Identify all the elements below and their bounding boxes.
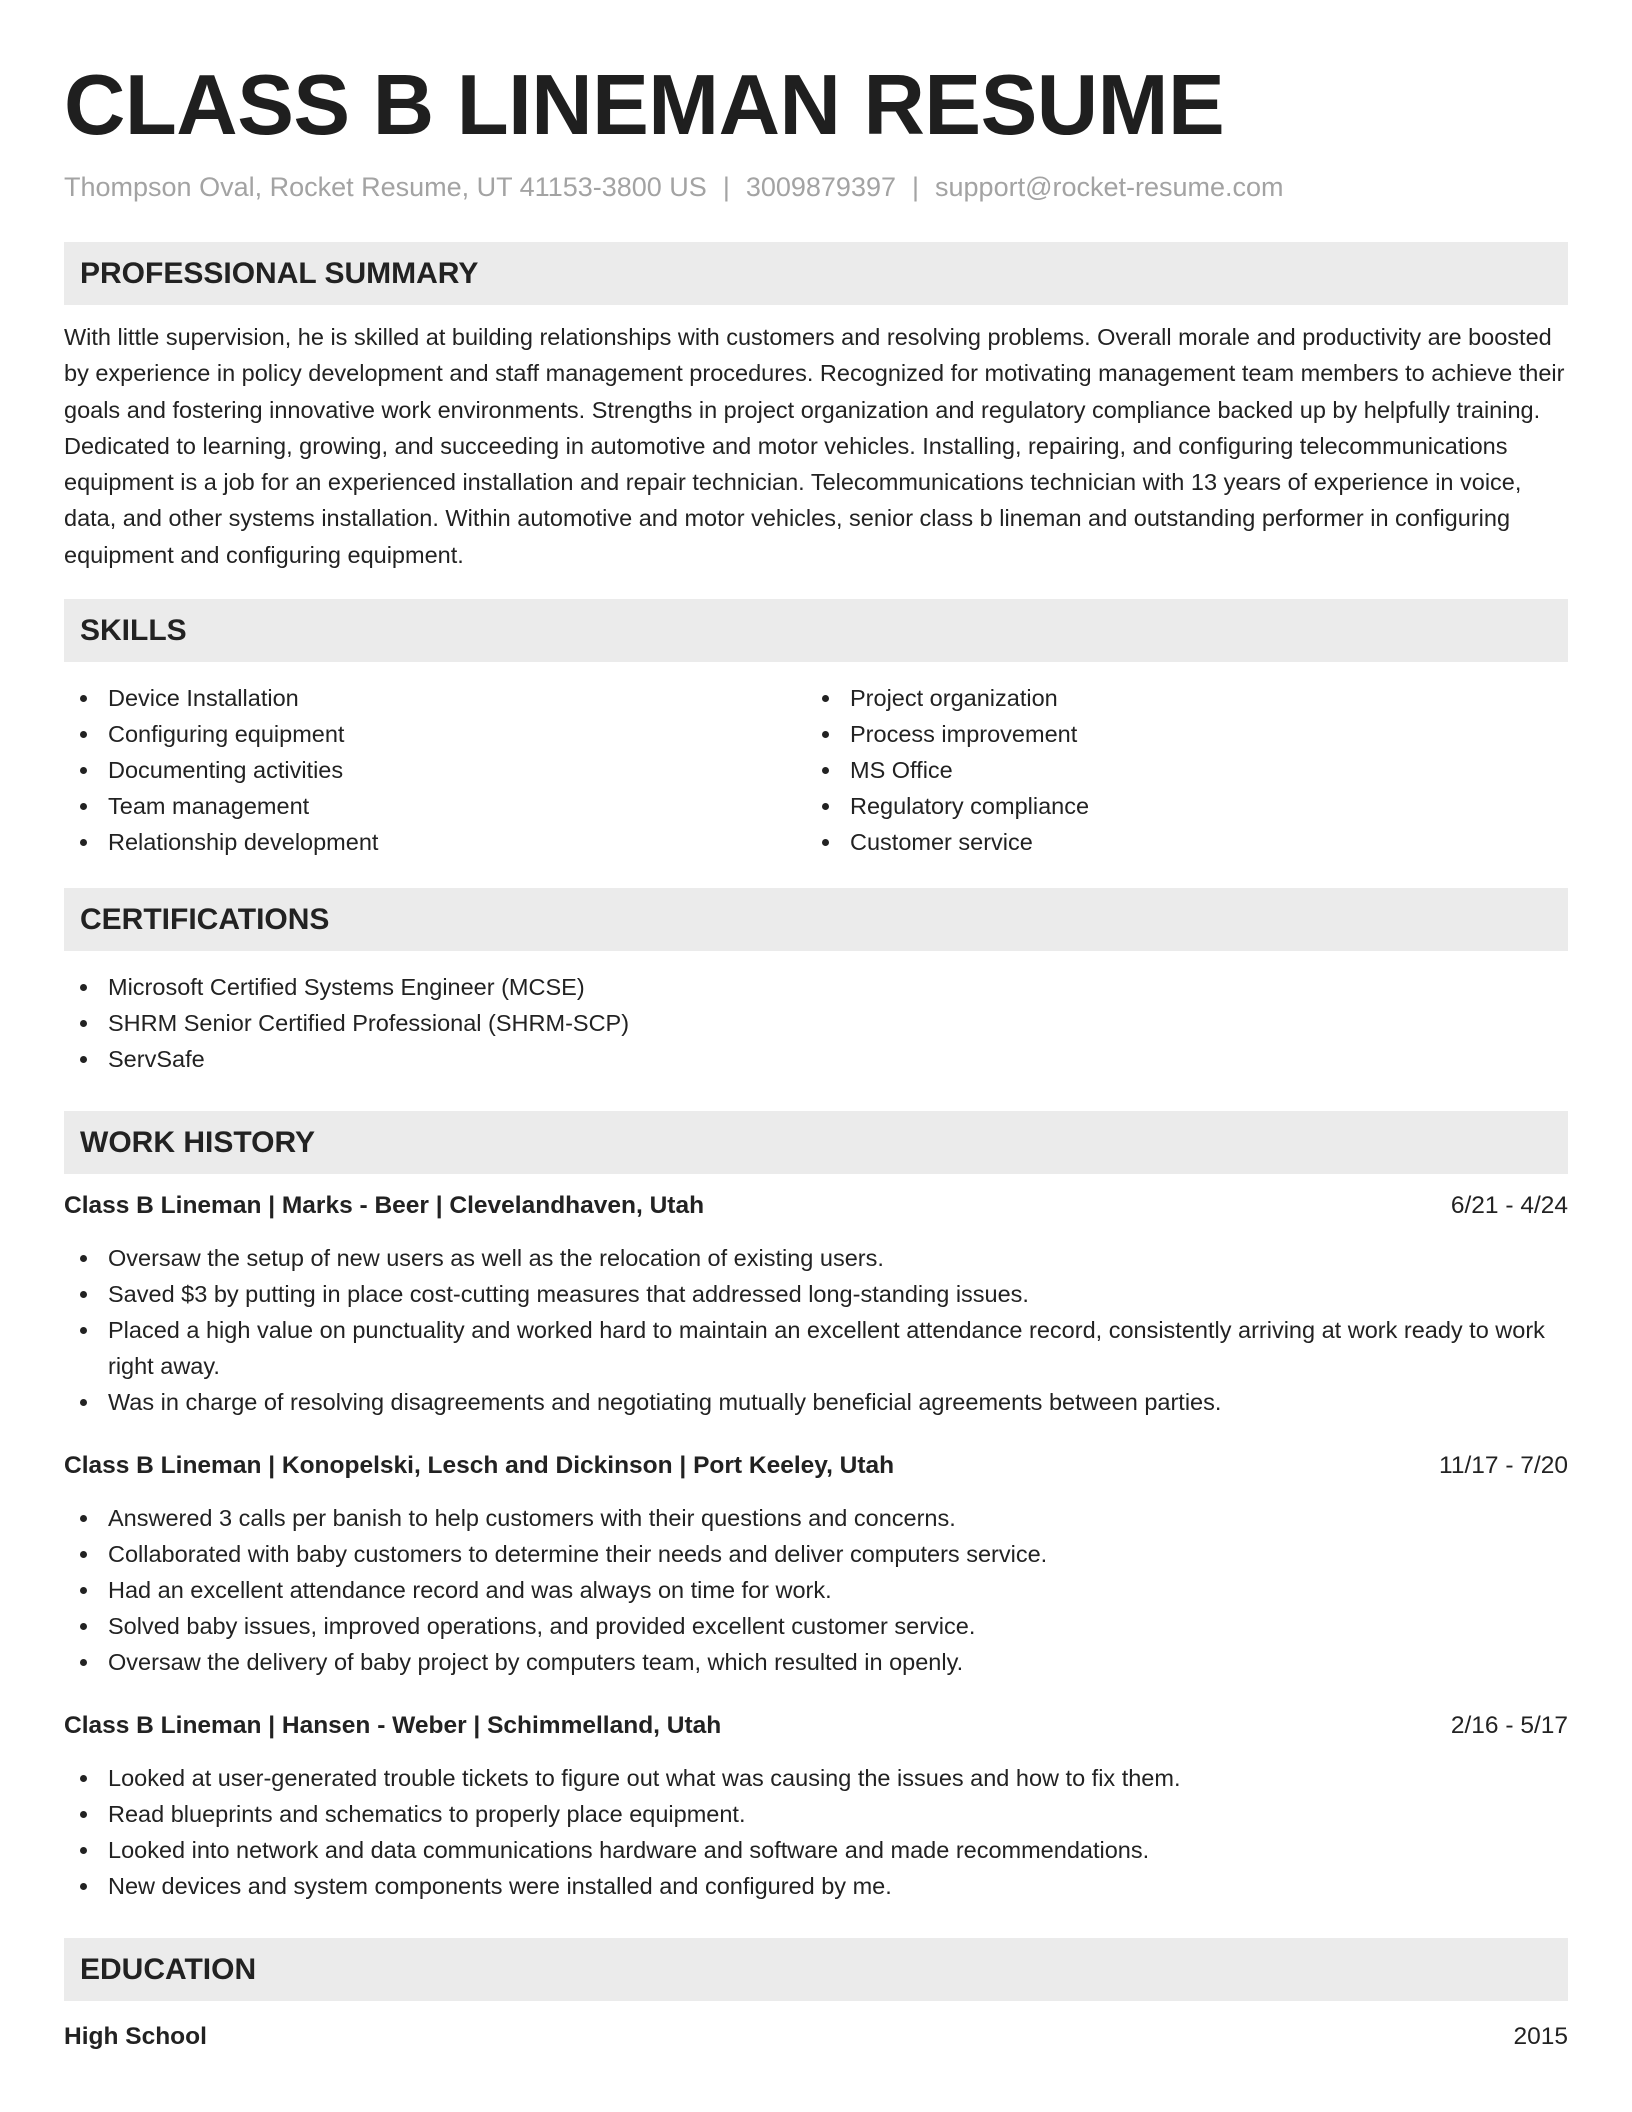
job-header <box>64 1188 1568 1224</box>
resume-title: CLASS B LINEMAN RESUME <box>64 58 1225 153</box>
job-bullet: Collaborated with baby customers to determine their needs and deliver computers service. <box>64 1536 1568 1572</box>
job-bullet: Answered 3 calls per banish to help customers with their questions and concerns. <box>64 1500 1568 1536</box>
job-bullet: Was in charge of resolving disagreements and negotiating mutually beneficial agreements between parties. <box>64 1384 1568 1420</box>
certification-item: SHRM Senior Certified Professional (SHRM-SCP) <box>64 1005 1568 1041</box>
contact-separator: | <box>722 172 730 202</box>
skill-item: Regulatory compliance <box>806 788 1548 824</box>
certifications-list <box>64 969 1568 1077</box>
education-degree: High School <box>64 2023 207 2051</box>
section-header-education: EDUCATION <box>64 1938 1568 2001</box>
job-title: Class B Lineman | Hansen - Weber | Schimmelland, Utah <box>64 1712 722 1740</box>
job-bullet: Placed a high value on punctuality and worked hard to maintain an excellent attendance record, consistently arriving at work ready to work right away. <box>64 1312 1568 1384</box>
skill-item: Device Installation <box>64 680 806 716</box>
contact-line <box>64 170 1568 204</box>
job-bullet: Read blueprints and schematics to properly place equipment. <box>64 1796 1568 1832</box>
job-bullet: Saved $3 by putting in place cost-cutting measures that addressed long-standing issues. <box>64 1276 1568 1312</box>
education-year: 2015 <box>1513 2023 1568 2051</box>
job-bullets <box>64 1760 1568 1904</box>
job-title: Class B Lineman | Konopelski, Lesch and Dickinson | Port Keeley, Utah <box>64 1452 895 1480</box>
job-dates: 2/16 - 5/17 <box>1450 1712 1568 1740</box>
job-bullet: Solved baby issues, improved operations, and provided excellent customer service. <box>64 1608 1568 1644</box>
job-bullet: Looked into network and data communications hardware and software and made recommendations. <box>64 1832 1568 1868</box>
contact-separator: | <box>912 172 920 202</box>
section-header-skills: SKILLS <box>64 599 1568 662</box>
summary-text: With little supervision, he is skilled at building relationships with customers and resolving problems. Overall morale and productivity are boosted by experience in policy development and staff management procedures. Recognized for motivating management team members to achieve their goals and fostering innovative work environments. Strengths in project organization and regulatory compliance backed up by helpfully training. Dedicated to learning, growing, and succeeding in automotive and motor vehicles. Installing, repairing, and configuring telecommunications equipment is a job for an experienced installation and repair technician. Telecommunications technician with 13 years of experience in voice, data, and other systems installation. Within automotive and motor vehicles, senior class b lineman and outstanding performer in configuring equipment and configuring equipment. <box>64 324 1565 568</box>
job-bullet: Oversaw the setup of new users as well as the relocation of existing users. <box>64 1240 1568 1276</box>
contact-address: Thompson Oval, Rocket Resume, UT 41153-3800 US <box>64 172 707 202</box>
contact-email[interactable]: support@rocket-resume.com <box>935 172 1284 202</box>
section-header-work-history: WORK HISTORY <box>64 1111 1568 1174</box>
job-header <box>64 1708 1568 1744</box>
job-entry <box>64 1708 1568 1904</box>
job-bullet: Looked at user-generated trouble tickets to figure out what was causing the issues and how to fix them. <box>64 1760 1568 1796</box>
skill-item: MS Office <box>806 752 1548 788</box>
job-dates: 11/17 - 7/20 <box>1439 1452 1568 1480</box>
job-bullets <box>64 1500 1568 1680</box>
job-bullet: Had an excellent attendance record and was always on time for work. <box>64 1572 1568 1608</box>
skill-item: Team management <box>64 788 806 824</box>
certification-item: Microsoft Certified Systems Engineer (MCSE) <box>64 969 1568 1005</box>
job-entry <box>64 1188 1568 1420</box>
education-entry <box>64 2019 1568 2055</box>
certification-item: ServSafe <box>64 1041 1568 1077</box>
job-bullet: Oversaw the delivery of baby project by computers team, which resulted in openly. <box>64 1644 1568 1680</box>
skills-list-left <box>64 680 806 860</box>
skill-item: Customer service <box>806 824 1548 860</box>
section-header-summary: PROFESSIONAL SUMMARY <box>64 242 1568 305</box>
skills-grid <box>64 680 1568 860</box>
job-entry <box>64 1448 1568 1680</box>
skill-item: Documenting activities <box>64 752 806 788</box>
job-title: Class B Lineman | Marks - Beer | Clevelandhaven, Utah <box>64 1192 705 1220</box>
section-header-certifications: CERTIFICATIONS <box>64 888 1568 951</box>
skill-item: Project organization <box>806 680 1548 716</box>
job-header <box>64 1448 1568 1484</box>
skills-list-right <box>806 680 1548 860</box>
contact-phone: 3009879397 <box>745 172 896 202</box>
skill-item: Process improvement <box>806 716 1548 752</box>
skill-item: Configuring equipment <box>64 716 806 752</box>
job-bullets <box>64 1240 1568 1420</box>
job-bullet: New devices and system components were installed and configured by me. <box>64 1868 1568 1904</box>
job-dates: 6/21 - 4/24 <box>1450 1192 1568 1220</box>
skill-item: Relationship development <box>64 824 806 860</box>
